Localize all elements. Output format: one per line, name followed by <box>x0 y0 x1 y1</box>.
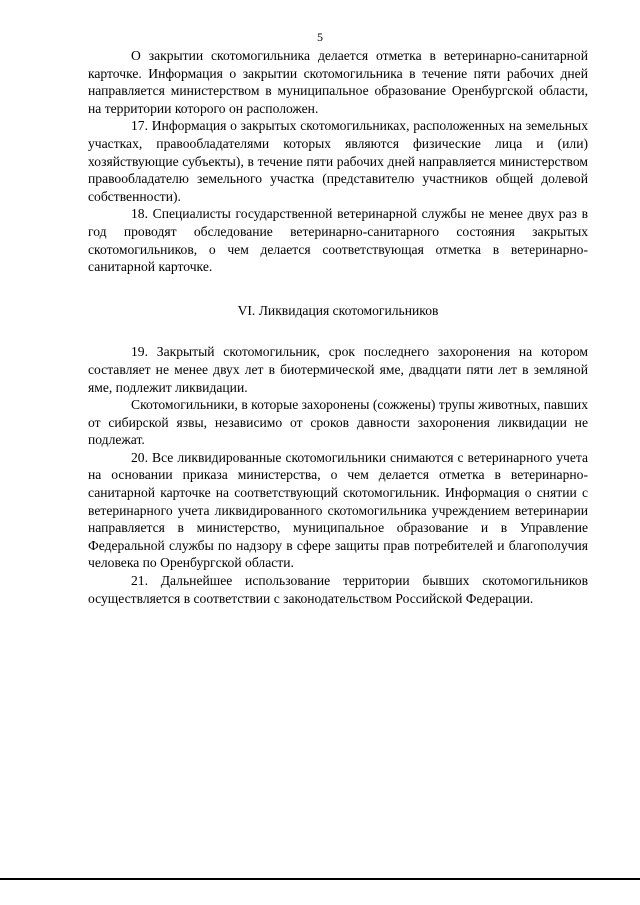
paragraph-21: 21. Дальнейшее использование территории бывших скотомогильников осуществляется в соответствии с законодательством Российской Федерации. <box>88 573 588 606</box>
section-heading: VI. Ликвидация скотомогильников <box>237 302 439 318</box>
paragraph-19: 19. Закрытый скотомогильник, срок последнего захоронения на котором составляет не менее двух лет в биотермической яме, двадцати пяти лет в земляной яме, подлежит ликвидации. <box>88 344 588 395</box>
paragraph-20: 20. Все ликвидированные скотомогильники снимаются с ветеринарного учета на основании приказа министерства, о чем делается отметка в ветеринарно-санитарной карточке на соответствующий скотомогильник. Информация о снятии с ветеринарного учета ликвидированного скотомогильника учреждением ветеринарии направляется в министерство, муниципальное образование и в Управление Федеральной службы по надзору в сфере защиты прав потребителей и благополучия человека по Оренбургской области. <box>88 449 588 571</box>
paragraph-17: 17. Информация о закрытых скотомогильниках, расположенных на земельных участках, правообладателями которых являются физические лица и (или) хозяйствующие субъекты), в течение пяти рабочих дней направляется министерством правообладателю земельного участка (представителю участников общей долевой собственности). <box>88 118 588 204</box>
bottom-rule <box>0 878 640 880</box>
paragraph-19-anthrax: Скотомогильники, в которые захоронены (сожжены) трупы животных, павших от сибирской язвы, независимо от сроков давности захоронения ликвидации не подлежат. <box>88 397 588 448</box>
page-number: 5 <box>317 30 323 44</box>
paragraph-18: 18. Специалисты государственной ветеринарной службы не менее двух раз в год проводят обследование ветеринарно-санитарного состояния закрытых скотомогильников, о чем делается соответствующая отметка в ветеринарно-санитарной карточке. <box>88 206 588 275</box>
paragraph-closure-note: О закрытии скотомогильника делается отметка в ветеринарно-санитарной карточке. Информация о закрытии скотомогильника в течение пяти рабочих дней направляется министерством в муниципальное образование Оренбургской области, на территории которого он расположен. <box>88 48 588 116</box>
document-body <box>88 47 588 607</box>
